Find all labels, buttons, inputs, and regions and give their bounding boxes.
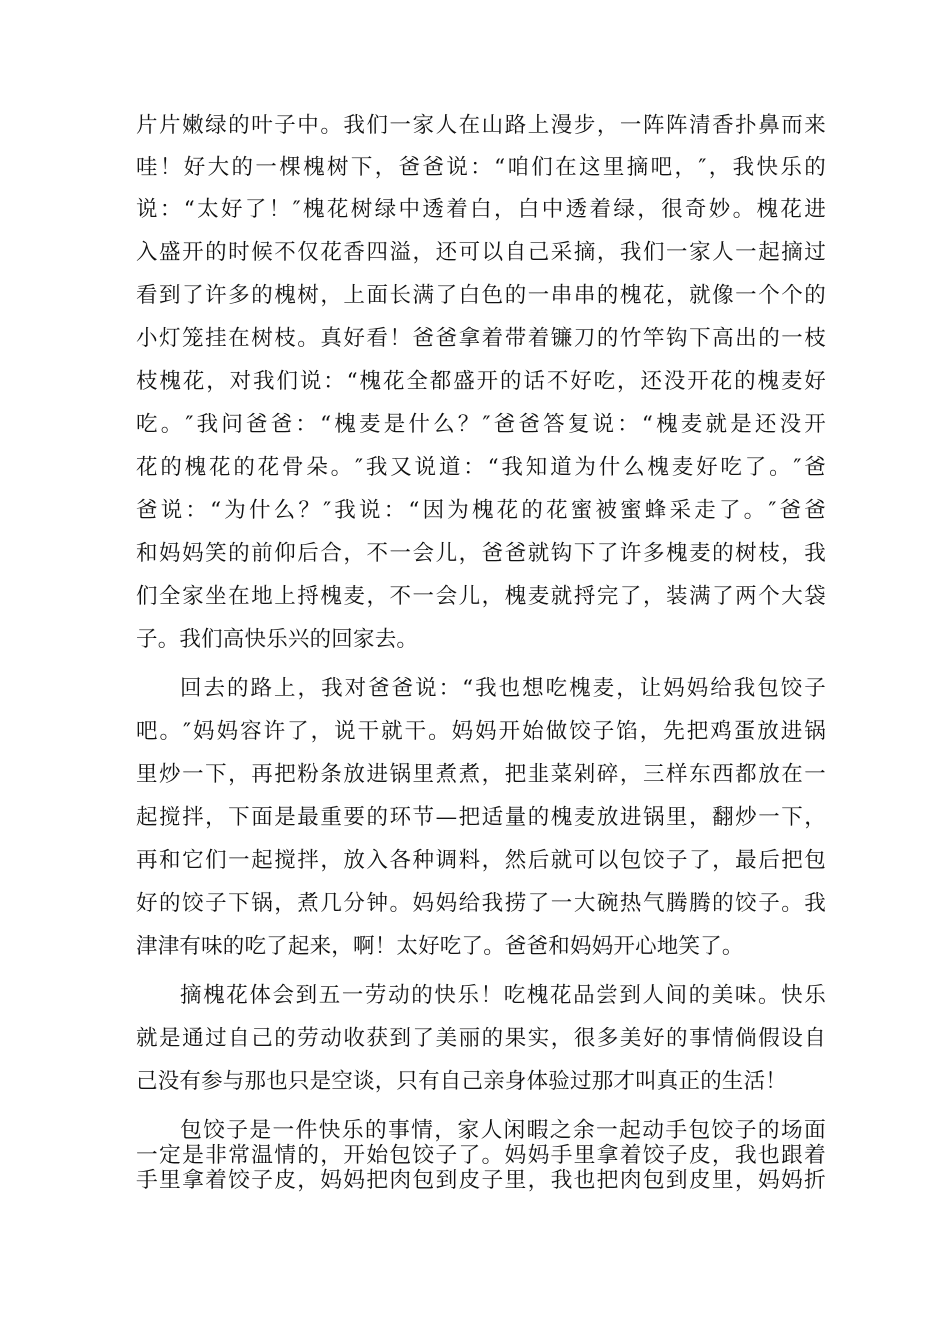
text-line: 说：“太好了！″槐花树绿中透着白，白中透着绿，很奇妙。槐花进: [136, 197, 826, 222]
text-line: 里炒一下，再把粉条放进锅里煮煮，把韭菜剁碎，三样东西都放在一: [136, 762, 826, 787]
text-line: 片片嫩绿的叶子中。我们一家人在山路上漫步，一阵阵清香扑鼻而来: [136, 113, 826, 138]
text-line: 好的饺子下锅，煮几分钟。妈妈给我捞了一大碗热气腾腾的饺子。我: [136, 891, 826, 916]
text-line: 手里拿着饺子皮，妈妈把肉包到皮子里，我也把肉包到皮里，妈妈折: [136, 1168, 826, 1193]
text-line: 再和它们一起搅拌，放入各种调料，然后就可以包饺子了，最后把包: [136, 848, 826, 873]
text-line: 小灯笼挂在树枝。真好看！爸爸拿着带着镰刀的竹竿钩下高出的一枝: [136, 326, 826, 351]
text-line: 起搅拌，下面是最重要的环节—把适量的槐麦放进锅里，翻炒一下，: [136, 805, 826, 830]
text-line: 爸说：“为什么？″我说：“因为槐花的花蜜被蜜蜂采走了。″爸爸: [136, 498, 826, 523]
text-line: 津津有味的吃了起来，啊！太好吃了。爸爸和妈妈开心地笑了。: [136, 934, 744, 959]
text-line: 入盛开的时候不仅花香四溢，还可以自己采摘，我们一家人一起摘过: [136, 240, 826, 265]
text-line: 哇！好大的一棵槐树下，爸爸说：“咱们在这里摘吧，″，我快乐的: [136, 155, 826, 180]
text-line: 己没有参与那也只是空谈，只有自己亲身体验过那才叫真正的生活！: [136, 1069, 788, 1094]
text-line: 枝槐花，对我们说：“槐花全都盛开的话不好吃，还没开花的槐麦好: [136, 369, 826, 394]
text-line: 和妈妈笑的前仰后合，不一会儿，爸爸就钩下了许多槐麦的树枝，我: [136, 541, 826, 566]
text-line: 就是通过自己的劳动收获到了美丽的果实，很多美好的事情倘假设自: [136, 1026, 826, 1051]
text-line: 吧。″妈妈容许了，说干就干。妈妈开始做饺子馅，先把鸡蛋放进锅: [136, 719, 826, 744]
text-line: 吃。″我问爸爸：“槐麦是什么？″爸爸答复说：“槐麦就是还没开: [136, 412, 826, 437]
text-line: 一定是非常温情的，开始包饺子了。妈妈手里拿着饺子皮，我也跟着: [136, 1143, 826, 1168]
text-line: 花的槐花的花骨朵。″我又说道：“我知道为什么槐麦好吃了。″爸: [136, 455, 826, 480]
text-line: 看到了许多的槐树，上面长满了白色的一串串的槐花，就像一个个的: [136, 283, 826, 308]
text-line: 们全家坐在地上捋槐麦，不一会儿，槐麦就捋完了，装满了两个大袋: [136, 584, 826, 609]
text-line: 摘槐花体会到五一劳动的快乐！吃槐花品尝到人间的美味。快乐: [180, 983, 826, 1008]
text-line: 包饺子是一件快乐的事情，家人闲暇之余一起动手包饺子的场面: [180, 1118, 826, 1143]
text-line: 子。我们高快乐兴的回家去。: [136, 627, 419, 652]
text-line: 回去的路上，我对爸爸说：“我也想吃槐麦，让妈妈给我包饺子: [180, 676, 826, 701]
